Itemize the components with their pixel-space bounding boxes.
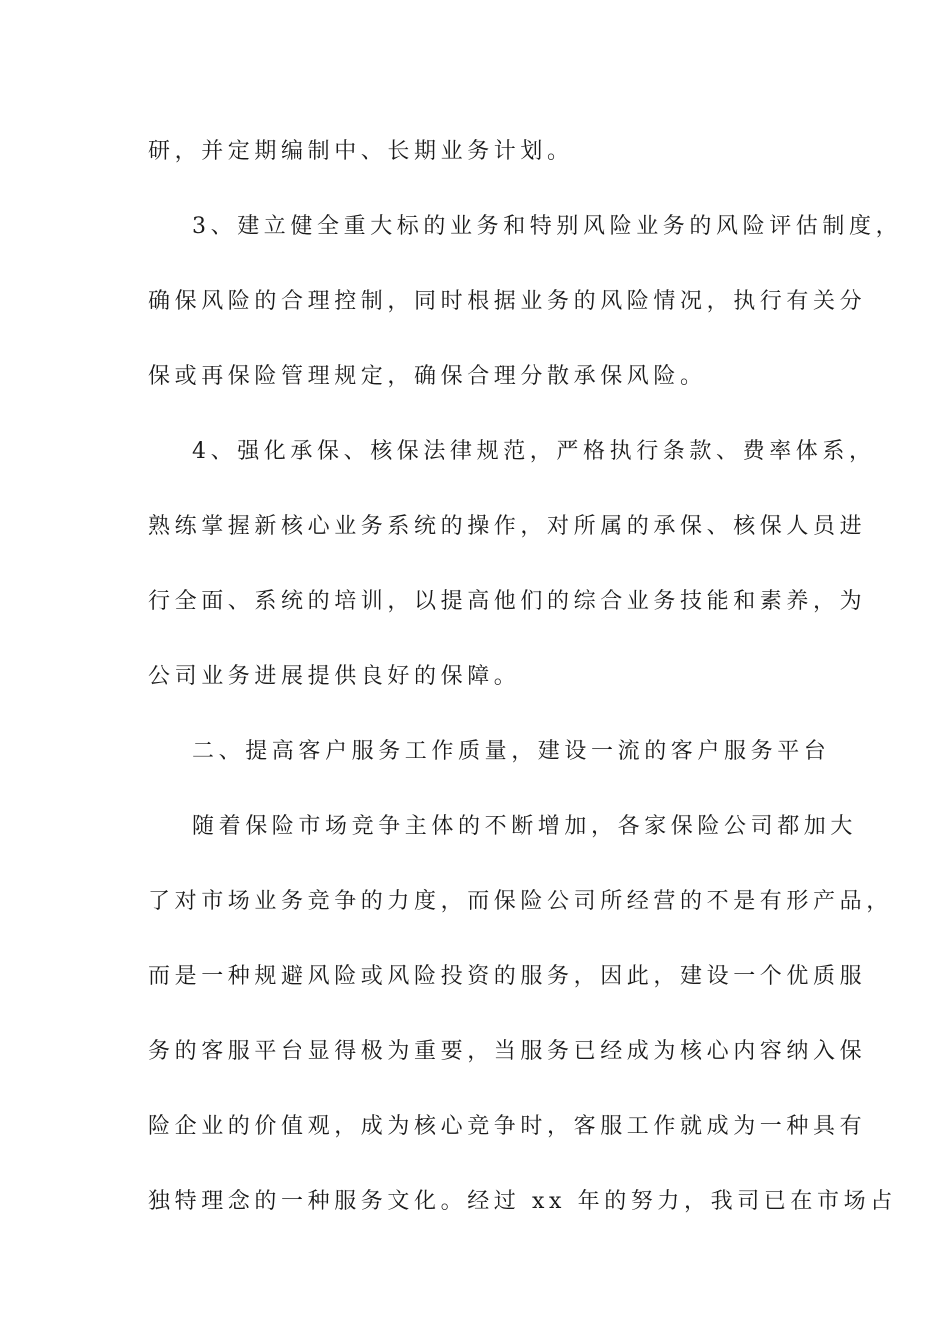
- section-heading: 二、提高客户服务工作质量，建设一流的客户服务平台: [192, 739, 831, 764]
- text-line: 独特理念的一种服务文化。经过 xx 年的努力，我司已在市场占: [148, 1189, 897, 1214]
- text-line: 而是一种规避风险或风险投资的服务，因此，建设一个优质服: [148, 964, 867, 989]
- text-line: 务的客服平台显得极为重要，当服务已经成为核心内容纳入保: [148, 1039, 867, 1064]
- text-line: 确保风险的合理控制，同时根据业务的风险情况，执行有关分: [148, 289, 867, 314]
- text-line: 了对市场业务竞争的力度，而保险公司所经营的不是有形产品，: [148, 889, 893, 914]
- text-line: 保或再保险管理规定，确保合理分散承保风险。: [148, 364, 707, 389]
- text-line: 3、建立健全重大标的业务和特别风险业务的风险评估制度，: [192, 214, 903, 239]
- text-line: 4、强化承保、核保法律规范，严格执行条款、费率体系，: [192, 439, 876, 464]
- text-line: 研，并定期编制中、长期业务计划。: [148, 139, 574, 164]
- text-line: 熟练掌握新核心业务系统的操作，对所属的承保、核保人员进: [148, 514, 867, 539]
- text-line: 随着保险市场竞争主体的不断增加，各家保险公司都加大: [192, 814, 858, 839]
- text-line: 公司业务进展提供良好的保障。: [148, 664, 521, 689]
- text-line: 险企业的价值观，成为核心竞争时，客服工作就成为一种具有: [148, 1114, 867, 1139]
- text-line: 行全面、系统的培训，以提高他们的综合业务技能和素养，为: [148, 589, 867, 614]
